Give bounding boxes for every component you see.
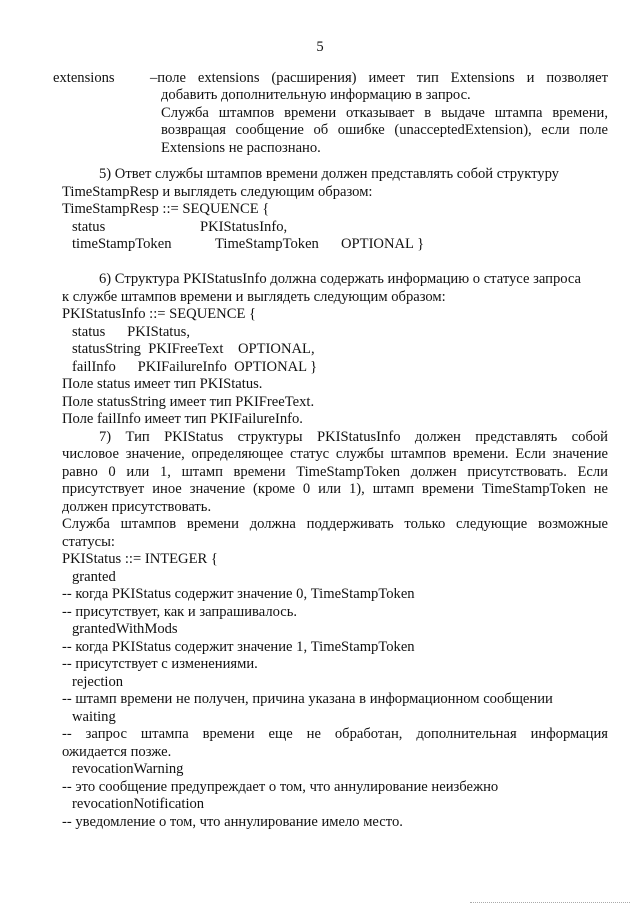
status-grantedwithmods-comment1: -- когда PKIStatus содержит значение 1, TimeStampToken bbox=[62, 639, 415, 655]
status-waiting-comment1: -- запрос штампа времени еще не обработан, дополнительная информация bbox=[62, 726, 608, 742]
section6-code-failinfo: failInfo PKIFailureInfo OPTIONAL } bbox=[72, 359, 318, 375]
section6-note3: Поле failInfo имеет тип PKIFailureInfo. bbox=[62, 411, 303, 427]
section5-code-token-type: TimeStampToken bbox=[215, 236, 319, 252]
section7-line7: статусы: bbox=[62, 534, 115, 550]
extensions-desc-line2: добавить дополнительную информацию в запрос. bbox=[161, 87, 471, 103]
status-waiting-comment2: ожидается позже. bbox=[62, 744, 172, 760]
section6-line1: 6) Структура PKIStatusInfo должна содержать информацию о статусе запроса bbox=[99, 271, 582, 287]
section5-code-token-name: timeStampToken bbox=[72, 236, 172, 252]
section7-line4: присутствует иное значение (кроме 0 или 1), штамп времени TimeStampToken не bbox=[62, 481, 608, 497]
page-number: 5 bbox=[316, 39, 324, 55]
section7-line3: равно 0 или 1, штамп времени TimeStampToken должен присутствовать. Если bbox=[62, 464, 608, 480]
extensions-term: extensions bbox=[53, 70, 115, 86]
section6-line2: к службе штампов времени и выглядеть следующим образом: bbox=[62, 289, 446, 305]
status-granted-comment2: -- присутствует, как и запрашивалось. bbox=[62, 604, 298, 620]
status-waiting: waiting bbox=[72, 709, 116, 725]
status-revocationwarning-comment: -- это сообщение предупреждает о том, что аннулирование неизбежно bbox=[62, 779, 499, 795]
status-grantedwithmods: grantedWithMods bbox=[72, 621, 178, 637]
status-grantedwithmods-comment2: -- присутствует с изменениями. bbox=[62, 656, 258, 672]
section5-code-status-name: status bbox=[72, 219, 106, 235]
scan-edge-mark bbox=[470, 896, 630, 903]
status-granted-comment1: -- когда PKIStatus содержит значение 0, TimeStampToken bbox=[62, 586, 415, 602]
section7-line1: 7) Тип PKIStatus структуры PKIStatusInfo должен представлять собой bbox=[99, 429, 608, 445]
pkistatus-code-head: PKIStatus ::= INTEGER { bbox=[62, 551, 218, 567]
section7-line6: Служба штампов времени должна поддерживать только следующие возможные bbox=[62, 516, 608, 532]
section7-line5: должен присутствовать. bbox=[62, 499, 212, 515]
section5-code-token-opt: OPTIONAL } bbox=[341, 236, 425, 252]
status-rejection: rejection bbox=[72, 674, 124, 690]
status-revocationnotification: revocationNotification bbox=[72, 796, 205, 812]
extensions-desc-line5: Extensions не распознано. bbox=[161, 140, 321, 156]
section6-code-status: status PKIStatus, bbox=[72, 324, 190, 340]
status-revocationnotification-comment: -- уведомление о том, что аннулирование имело место. bbox=[62, 814, 403, 830]
section6-note2: Поле statusString имеет тип PKIFreeText. bbox=[62, 394, 315, 410]
status-rejection-comment: -- штамп времени не получен, причина указана в информационном сообщении bbox=[62, 691, 553, 707]
status-granted: granted bbox=[72, 569, 116, 585]
section6-note1: Поле status имеет тип PKIStatus. bbox=[62, 376, 263, 392]
section5-line2: TimeStampResp и выглядеть следующим образом: bbox=[62, 184, 373, 200]
status-revocationwarning: revocationWarning bbox=[72, 761, 184, 777]
extensions-desc-line3: Служба штампов времени отказывает в выдаче штампа времени, bbox=[161, 105, 608, 121]
extensions-desc-line4: возвращая сообщение об ошибке (unacceptedExtension), если поле bbox=[161, 122, 608, 138]
section5-code-status-type: PKIStatusInfo, bbox=[200, 219, 288, 235]
section7-line2: числовое значение, определяющее статус службы штампов времени. Если значение bbox=[62, 446, 608, 462]
extensions-desc-line1: –поле extensions (расширения) имеет тип Extensions и позволяет bbox=[150, 70, 608, 86]
section6-code-head: PKIStatusInfo ::= SEQUENCE { bbox=[62, 306, 257, 322]
section5-code-head: TimeStampResp ::= SEQUENCE { bbox=[62, 201, 270, 217]
section6-code-statusstring: statusString PKIFreeText OPTIONAL, bbox=[72, 341, 315, 357]
section5-line1: 5) Ответ службы штампов времени должен представлять собой структуру bbox=[99, 166, 559, 182]
